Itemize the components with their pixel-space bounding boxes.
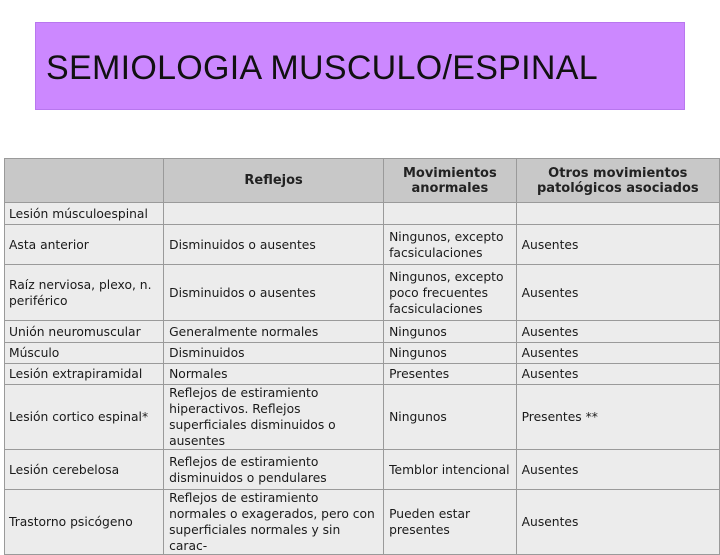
cell-reflejos: Reflejos de estiramiento disminuidos o pendulares: [164, 450, 384, 490]
cell-otros: Ausentes: [516, 321, 719, 343]
cell-reflejos: Disminuidos o ausentes: [164, 265, 384, 321]
cell-reflejos: Reflejos de estiramiento hiperactivos. Reflejos superficiales disminuidos o ausentes: [164, 385, 384, 450]
cell-movimientos: Pueden estar presentes: [384, 490, 517, 555]
semiology-table: [4, 158, 720, 555]
cell-reflejos: Disminuidos o ausentes: [164, 225, 384, 265]
cell-movimientos: Presentes: [384, 364, 517, 385]
cell-movimientos: Ningunos: [384, 321, 517, 343]
table-row: [5, 321, 720, 343]
cell-otros: Ausentes: [516, 450, 719, 490]
header-blank: [5, 159, 164, 203]
cell-movimientos: Temblor intencional: [384, 450, 517, 490]
table-row: [5, 343, 720, 364]
table-row: [5, 225, 720, 265]
cell-reflejos: Reflejos de estiramiento normales o exagerados, pero con superficiales normales y sin carac-: [164, 490, 384, 555]
cell-lesion: Trastorno psicógeno: [5, 490, 164, 555]
cell-otros: Presentes **: [516, 385, 719, 450]
cell-movimientos: Ningunos: [384, 385, 517, 450]
table-row: [5, 385, 720, 450]
table-row: [5, 364, 720, 385]
section-label: Lesión músculoespinal: [5, 203, 164, 225]
cell-otros: Ausentes: [516, 343, 719, 364]
table-header-row: [5, 159, 720, 203]
cell-movimientos: Ningunos, excepto facsiculaciones: [384, 225, 517, 265]
cell-otros: Ausentes: [516, 265, 719, 321]
table-row: [5, 450, 720, 490]
header-reflejos: Reflejos: [164, 159, 384, 203]
header-otros: Otros movimientos patológicos asociados: [516, 159, 719, 203]
cell-lesion: Lesión cortico espinal*: [5, 385, 164, 450]
cell-reflejos: Disminuidos: [164, 343, 384, 364]
cell-lesion: Raíz nerviosa, plexo, n. periférico: [5, 265, 164, 321]
cell-otros: Ausentes: [516, 490, 719, 555]
cell-lesion: Unión neuromuscular: [5, 321, 164, 343]
slide-title: SEMIOLOGIA MUSCULO/ESPINAL: [46, 49, 598, 87]
table-row: [5, 265, 720, 321]
cell-lesion: Asta anterior: [5, 225, 164, 265]
header-movimientos: Movimientos anormales: [384, 159, 517, 203]
section-row: [5, 203, 720, 225]
cell-reflejos: Normales: [164, 364, 384, 385]
cell-movimientos: Ningunos, excepto poco frecuentes facsiculaciones: [384, 265, 517, 321]
table-row: [5, 490, 720, 555]
title-banner: [35, 22, 685, 110]
cell-lesion: Lesión extrapiramidal: [5, 364, 164, 385]
cell-otros: Ausentes: [516, 225, 719, 265]
cell-lesion: Lesión cerebelosa: [5, 450, 164, 490]
cell-movimientos: Ningunos: [384, 343, 517, 364]
cell-lesion: Músculo: [5, 343, 164, 364]
cell-otros: Ausentes: [516, 364, 719, 385]
cell-reflejos: Generalmente normales: [164, 321, 384, 343]
